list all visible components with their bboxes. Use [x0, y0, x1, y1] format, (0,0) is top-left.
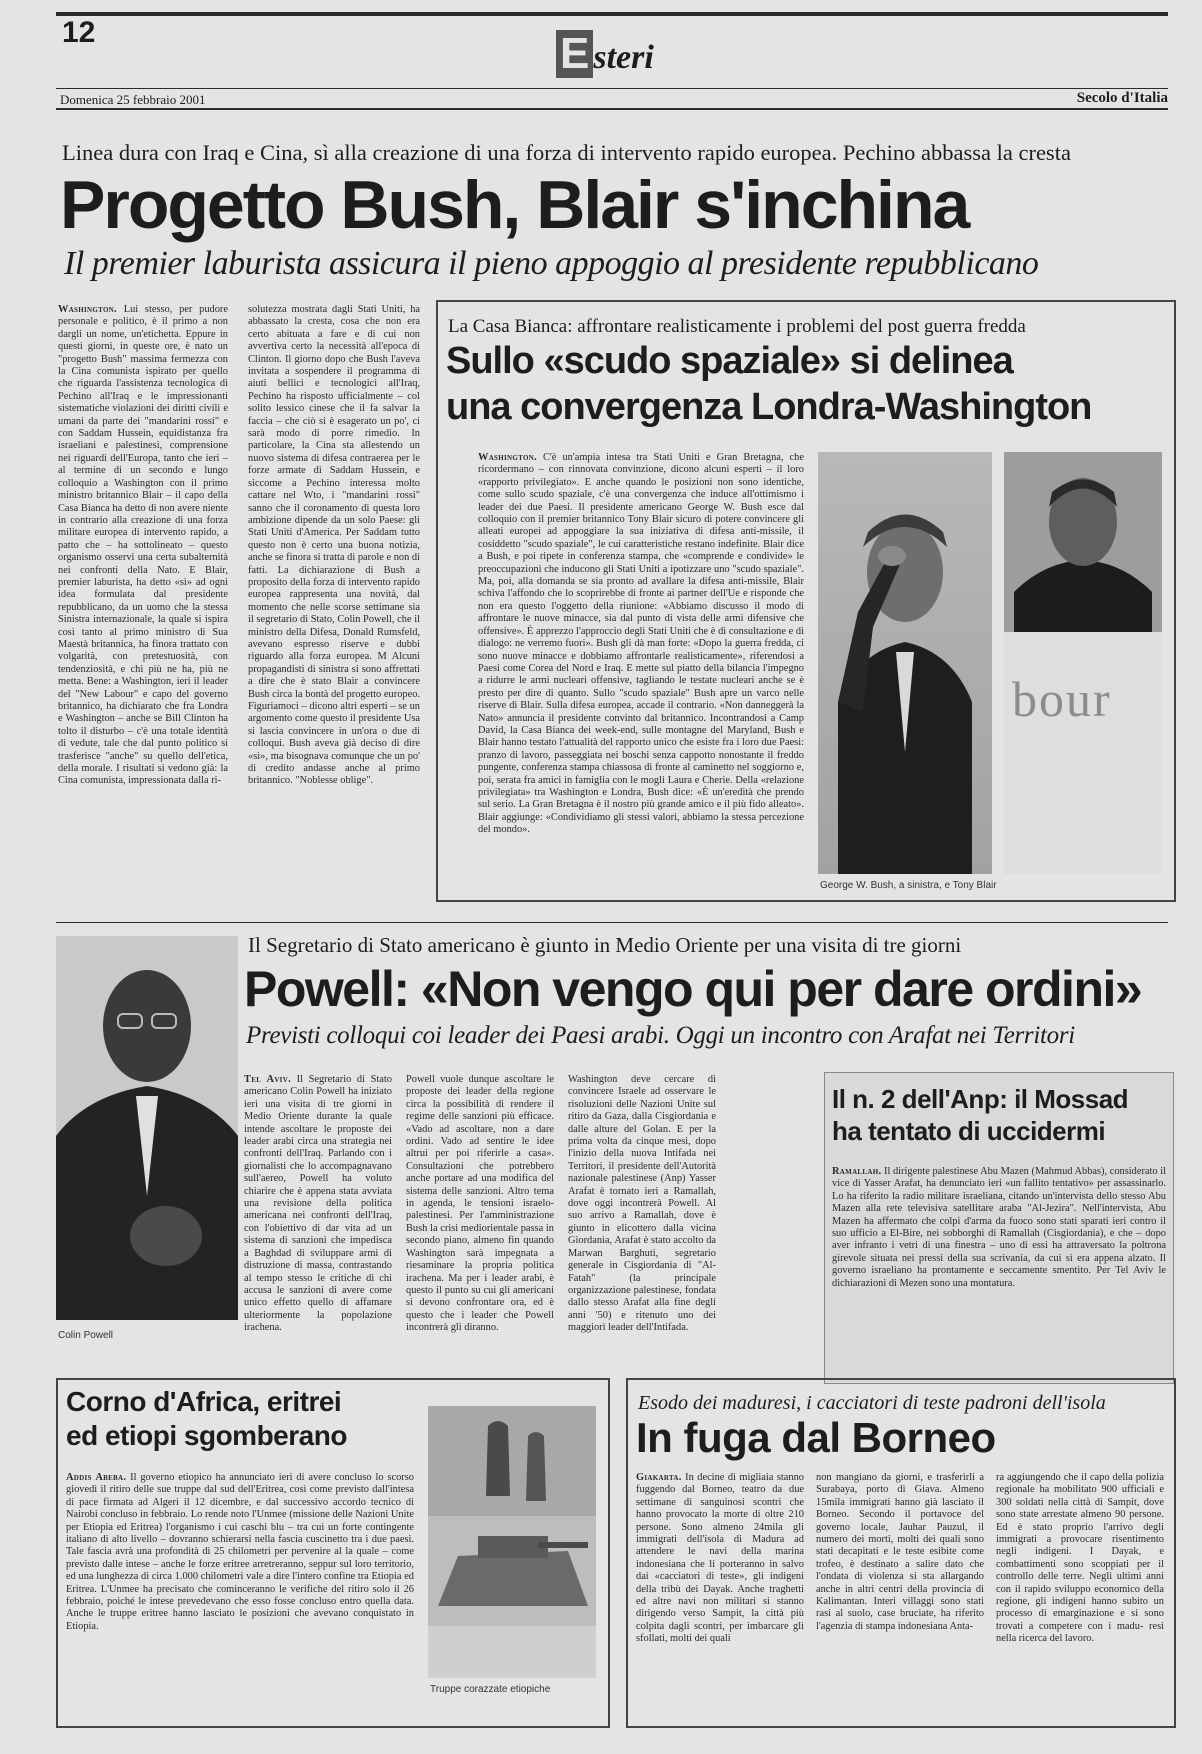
scudo-dateline: Washington.	[478, 452, 537, 463]
lead-dateline: Washington.	[58, 304, 117, 315]
borneo-dateline: Giakarta.	[636, 1472, 682, 1483]
powell-photo	[56, 936, 238, 1320]
mossad-body	[832, 1166, 1166, 1372]
corno-headline-1: Corno d'Africa, eritrei	[66, 1386, 342, 1417]
mossad-dateline: Ramallah.	[832, 1166, 882, 1177]
lead-kicker: Linea dura con Iraq e Cina, sì alla creazione di una forza di intervento rapido europea. Pechino abbassa la cresta	[62, 140, 1071, 165]
lead-col1-text: Lui stesso, per pudore personale e politico, è il primo a non dargli un nome, un'etichetta. Eppure in questi giorni, in queste ore, è nato un "progetto Bush" massima fermezza con la Cina comunista ispirato per quello che riguarda l'assistenza tecnologica di Pechino all'Iraq e le impressionanti sistematiche violazioni dei diritti civili e umani da parte dei "mandarini rossi" e con Saddam Hussein, equidistanza fra israeliani e palestinesi, comprensione nei riguardi dell'Europa, tanto che ieri – al termine di un secondo e lungo colloquio a Washington con il primo ministro britannico Blair – il capo della Casa Bianca ha detto di non avere niente in contrario alla creazione di una forza militare europea di intervento rapido, a patto che – ha sottolineato – questo organismo osservi una certa subalternità nei confronti della Nato. E Blair, premier laburista, ha detto «sì» ad ogni idea formulata dal presidente repubblicano, da un uomo che la stessa Sinistra internazionale, la quale si ispira così tanto al primo ministro di Sua Maestà britannica, ha finora trattato con volgarità, con pretestuosità, con tendenziosità, e chi più ne ha, più ne metta. Bene: a Washington, ieri il leader del "New Labour" e capo del governo britannico, ha dichiarato che fra Londra e Washington – anche se Bill Clinton ha tolto il disturbo – c'è una totale identità di vedute, tale che dal punto politico si trasferisce "anche" su quello dell'etica, della morale. I risultati si vedono già: la Cina comunista, impressionata dalla ri-	[58, 304, 228, 787]
lead-subheadline: Il premier laburista assicura il pieno appoggio al presidente repubblicano	[64, 245, 1039, 282]
borneo-column-3: ra aggiungendo che il capo della polizia regionale ha mobilitato 900 ufficiali e 300 soldati nella città di Sampit, dove sono state arrestate almeno 90 persone. Ed è stato proprio l'arrivo degli immigrati a provocare risentimento negli indigeni. I Dayak, e combattimenti sono scoppiati per il controllo delle terre. Negli ultimi anni con il rapido sviluppo economico della regione, gli indigeni hanno subito un processo di emarginazione e si sono trovati a competere con i madu- resi nella ricerca del lavoro.	[996, 1472, 1164, 1645]
scudo-caption: George W. Bush, a sinistra, e Tony Blair	[820, 880, 997, 891]
section-rest: steri	[593, 39, 654, 76]
scudo-body-text: C'è un'ampia intesa tra Stati Uniti e Gran Bretagna, che ricordermano – con rinnovata convinzione, dicono alcuni esperti – il loro «rapporto privilegiato». E anche quando le posizioni non sono identiche, come sullo scudo spaziale, c'è una convergenza che induce all'ottimismo i leader dei due Paesi. Il presidente americano George W. Bush esce dal colloquio con il premier britannico Tony Blair sicuro di potere convincere gli alleati europei ad appoggiare la sua iniziativa di difesa anti-missile, il cosiddetto "scudo spaziale", le cui caratteristiche restano indefinite. Blair dice a Bush, e poi ripete in conferenza stampa, che «comprende e condivide» le preoccupazioni che inducono gli Stati Uniti a ipotizzare uno "scudo spaziale". Ma, poi, alla domanda se sia pronto ad avallare la difesa anti-missile, Blair schiva l'affondo che lo scoprirebbe di fronte ai partner dell'Ue e risponde che non era questo l'oggetto della riunione: «Abbiamo discusso il modo di affrontare le nuove minacce, sia dal punto di vista delle armi difensive che offensive». È apprezzo l'approccio degli Stati Uniti che è di consultazione e di dialogo: ne verremo fuori». Bush gli dà man forte: «Dopo la guerra fredda, ci sono nuove minacce e dobbiamo affrontarle realisticamente», riferendosi a Paesi come Corea del Nord e Iraq. E mette sul piatto della bilancia l'impegno a ridurre le armi nucleari offensive, tagliando le testate nucleari anche se è presto per dire di quanto. Sullo "scudo spaziale" Bush apre un varco nelle riserve di Blair. Sulla difesa europea, accade il contrario. «Non danneggerà la Nato» annuncia il presidente convinto dal britannico. Incontrandosi a Camp David, la Casa Bianca dei week-end, sulle montagne del Maryland, Bush e Blair hanno testato l'attualità del rapporto unico che esiste fra i loro due Paesi: pranzo di lavoro, passeggiata nei boschi senza cappotto nonostante il freddo pungente, conferenza stampa chiassosa di fronte al caminetto nel soggiorno e, poi, serata fra amici in famiglia con le mogli Laura e Cherie. Della «relazione privilegiata» tra Washington e Londra, Bush dice: «È un'eredità che prendo sul serio. La Gran Bretagna è il nostro più grande amico e il più fido alleato». Blair aggiunge: «Condividiamo gli stessi valori, abbiamo la stessa percezione del mondo».	[478, 452, 804, 836]
powell-column-3: Washington deve cercare di convincere Israele ad osservare le risoluzioni delle Nazioni Unite sul ritiro da Gaza, dalla Cisgiordania e dalle alture del Golan. E per la prima volta da cinque mesi, dopo l'inizio della nuova Intifada nei Territori, il presidente dell'Autorità nazionale palestinese (Anp) Yasser Arafat è tornato ieri a Ramallah, dove oggi incontrerà Powell. Al suo arrivo a Ramallah, dove è giunto in elicottero dalla vicina Giordania, Arafat è stato accolto da Marwan Barghuti, segretario generale in Cisgiordania di "Al-Fatah" (la principale organizzazione palestinese, fondata dallo stesso Arafat alla fine degli anni '50) e ritenuto uno dei maggiori leader dell'Intifada.	[568, 1074, 716, 1334]
scudo-kicker: La Casa Bianca: affrontare realisticamente i problemi del post guerra fredda	[448, 316, 1026, 337]
scudo-headline-2: una convergenza Londra-Washington	[446, 386, 1092, 428]
mossad-body-text: Il dirigente palestinese Abu Mazen (Mahmud Abbas), considerato il vice di Yasser Arafat, ha denunciato ieri «un fallito tentativo» per assassinarlo. Lo ha riferito la radio militare israeliana, citando un'intervista dello stesso Abu Mazen alla rete televisiva satellitare araba "Al-Jezira". Nell'intervista, Abu Mazen ha affermato che colpi d'arma da fuoco sono stati sparati ieri contro il suo ufficio a El-Bire, nei sobborghi di Ramallah (Cisgiordania), e che – dopo aver infranto i vetri di una finestra – uno di essi ha attraversato la poltrona girevole situata nei pressi della sua scrivania, da cui si era appena alzato. Il governo israeliano ha prontamente e seccamente smentito. Per Tel Aviv le dichiarazioni di Mezen sono una montatura.	[832, 1166, 1166, 1289]
corno-dateline: Addis Abeba.	[66, 1472, 127, 1483]
borneo-headline: In fuga dal Borneo	[636, 1414, 996, 1461]
borneo-column-2: non mangiano da giorni, e trasferirli a Surabaya, porto di Giava. Almeno 15mila immigrati hanno già lasciato il Borneo. Secondo il portavoce del governo locale, Jauhar Pauzul, il numero dei morti, molti dei quali sono stati decapitati e le teste esibite come trofeo, è destinato a salire dato che l'ondata di violenza si sta allargando anche in altri centri della provincia di Kalimantan. Interi villaggi sono stati rasi al suolo, case bruciate, ha riferito l'agenzia di stampa indonesiana Anta-	[816, 1472, 984, 1632]
powell-kicker: Il Segretario di Stato americano è giunto in Medio Oriente per una visita di tre giorni	[248, 933, 962, 957]
issue-date: Domenica 25 febbraio 2001	[60, 92, 206, 107]
powell-headline: Powell: «Non vengo qui per dare ordini»	[244, 961, 1142, 1017]
lead-column-2: solutezza mostrata dagli Stati Uniti, ha abbassato la cresta, cosa che non era certo abituata a fare e di cui non avvertiva certo la necessità all'epoca di Clinton. Il giorno dopo che Bush l'aveva invitata a sospendere il programma di aiuti bellici e tecnologici all'Iraq, Pechino ha risposto ufficialmente – col solito lessico cinese che il fa salvar la faccia – che ciò si è esagerato un po', ci sarà modo di porre rimedio. In particolare, la Cina sta allestendo un nuovo sistema di difesa contraerea per le forze armate di Saddam Hussein, e siccome a Pechino interessa molto cattare nel Wto, i "mandarini rossi" sanno che il coronamento di questa loro ambizione dipende da un solo Paese: gli Stati Uniti d'America. Per Saddam tutto questo non è certo una buona notizia, anche se finora si tratta di parole e non di fatti. La dichiarazione di Bush a proposito della forza di intervento rapido europea rappresenta una novità, dal momento che nelle scorse settimane sia il segretario di Stato, Colin Powell, che il ministro della Difesa, Donald Rumsfeld, avevano espresso riserve e dubbi riguardo alla forza europea. M Alcuni propagandisti di sinistra si sono affrettati a dire che è stato Blair a convincere Bush circa la bontà del progetto europeo. Figuriamoci – dicono altri esperti – se un argomento come questo il presidente Usa si lascia convincere in un'ora o due di colloqui. Bush aveva già deciso di dire «sì», ma bisognava comunque che un po' di credito andasse anche al primo britannico. "Noblesse oblige".	[248, 304, 420, 787]
tank-photo	[428, 1406, 596, 1678]
mossad-headline-1: Il n. 2 dell'Anp: il Mossad	[832, 1084, 1129, 1114]
scudo-body	[478, 452, 804, 890]
borneo-col1-text: In decine di migliaia stanno fuggendo dal Borneo, teatro da due settimane di sanguinosi scontri che hanno provocato la morte di oltre 210 persone. Sono almeno 24mila gli immigrati dell'isola di Madura ad attendere le navi della marina indonesiana che li porteranno in salvo dai «cacciatori di teste», gli indigeni della tribù dei Dayak. Anche traghetti ed altre navi non militari si stanno dirigendo verso Sampit, la città più colpita dagli scontri, per imbarcare gli sfollati, molti dei quali	[636, 1472, 804, 1645]
powell-col1-text: Il Segretario di Stato americano Colin Powell ha iniziato ieri una visita di tre giorni in Medio Oriente durante la quale intende ascoltare le proposte dei leader arabi circa una strategia nei confronti dell'Iraq. Parlando con i giornalisti che lo accompagnavano sull'aereo, Powell ha voluto chiarire che è appena stata avviata una revisione della politica americana nei confronti dell'Iraq, con l'obiettivo di dar vita ad un sistema di sanzioni che impedisca a Baghdad di sviluppare armi di distruzione di massa, contrastando al tempo stesso le critiche di chi accusa le sanzioni di avere come unico effetto quello di affamare ulteriormente la popolazione irachena.	[244, 1074, 392, 1334]
borneo-column-1	[636, 1472, 804, 1718]
mossad-headline-2: ha tentato di uccidermi	[832, 1116, 1106, 1146]
page-number: 12	[62, 16, 96, 49]
bush-photo	[818, 452, 992, 874]
section-initial: E	[556, 30, 593, 78]
corno-body-text: Il governo etiopico ha annunciato ieri di avere concluso lo scorso giovedì il ritiro delle sue truppe dal sud dell'Eritrea, così come previsto dall'intesa di pace firmata ad Algeri il 12 dicembre, e dal successivo accordo tecnico di Nairobi concluso in febbraio. Lo rende noto l'Unmee (missione delle Nazioni Unite per Etiopia ed Eritrea) l'organismo i cui caschi blu – tra cui un forte contingente italiano di alto livello – dovranno schierarsi nella fascia cuscinetto tra i due paesi. Tale fascia avrà una profondità di 25 chilometri per pervenire al la quale – come previsto dalle intese – anche le forze eritree arretreranno, seppur sul loro territorio, ed una lunghezza di circa 1.000 chilometri vale a dire l'intero confine tra Etiopia ed Eritrea. L'Unmee ha precisato che cominceranno le verifiche del ritiro solo il 26 febbraio, poiché le intese prevedevano che esso fosse concluso entro quella data. Anche le truppe eritree hanno lasciato le posizioni che avevano conquistato in Etiopia.	[66, 1472, 414, 1632]
powell-figure	[56, 936, 238, 1320]
powell-caption: Colin Powell	[58, 1330, 114, 1341]
powell-column-2: Powell vuole dunque ascoltare le proposte dei leader della regione circa la possibilità di rendere il regime delle sanzioni più efficace. «Vado ad ascoltare, non a dare ordini. Vado ad sentire le idee altrui per poi riferirle a casa». Consultazioni che potrebbero anche portare ad una modifica del sistema delle sanzioni. Altro tema in agenda, le tensioni israelo-palestinesi. Per l'amministrazione Bush la crisi mediorientale passa in secondo piano, almeno fin quando Washington sarà impegnata a riesaminare la propria politica irachena. Ma per i leader arabi, è questo il punto su cui gli americani si devono confrontare ora, ed è questo che i leader che Powell incontrerà gli diranno.	[406, 1074, 554, 1334]
corno-headline-2: ed etiopi sgomberano	[66, 1420, 347, 1451]
lead-headline: Progetto Bush, Blair s'inchina	[60, 167, 969, 243]
powell-dateline: Tel Aviv.	[244, 1074, 291, 1085]
section-title	[556, 30, 654, 78]
powell-column-1	[244, 1074, 392, 1380]
newspaper-name: Secolo d'Italia	[1076, 90, 1168, 106]
blair-figure	[1004, 452, 1162, 874]
bush-figure	[818, 452, 992, 874]
tank-caption: Truppe corazzate etiopiche	[430, 1684, 551, 1695]
blair-photo	[1004, 452, 1162, 874]
labour-banner-text: bour	[1012, 671, 1112, 727]
lead-column-1	[58, 304, 228, 916]
borneo-kicker: Esodo dei maduresi, i cacciatori di teste padroni dell'isola	[638, 1392, 1106, 1414]
scudo-headline-1: Sullo «scudo spaziale» si delinea	[446, 340, 1013, 382]
corno-body	[66, 1472, 414, 1716]
tank-figure	[428, 1406, 596, 1678]
powell-subheadline: Previsti colloqui coi leader dei Paesi arabi. Oggi un incontro con Arafat nei Territori	[246, 1022, 1075, 1049]
